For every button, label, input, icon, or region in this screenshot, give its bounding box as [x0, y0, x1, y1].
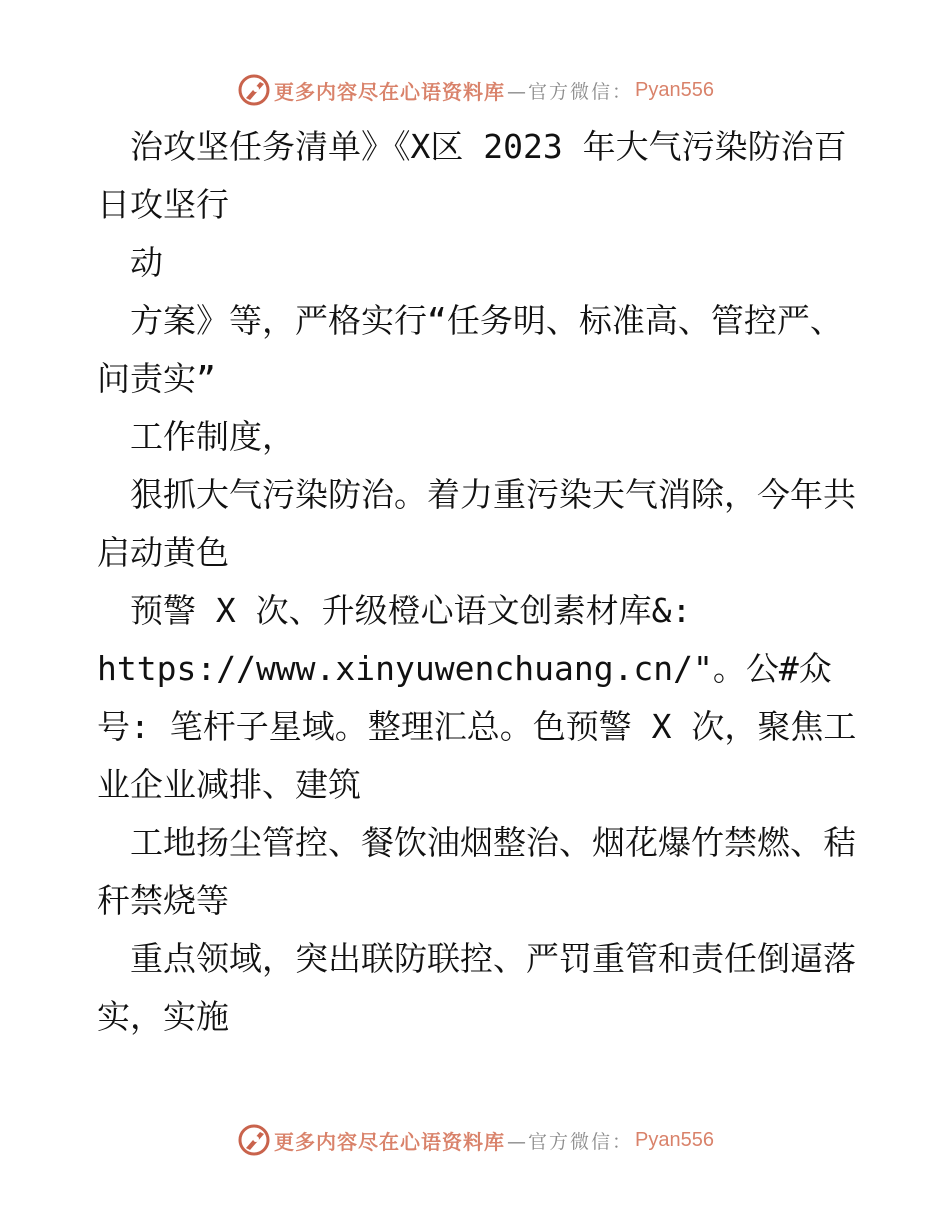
watermark-text: 更多内容尽在心语资料库 — [274, 1129, 505, 1154]
footer-watermark — [0, 1120, 950, 1160]
paragraph: 方案》等，严格实行“任务明、标准高、管控严、问责实” — [97, 301, 843, 398]
watermark-wechat-id: Pyan556 — [635, 1128, 714, 1151]
paragraph: 重点领域，突出联防联控、严罚重管和责任倒逼落实，实施 — [97, 939, 856, 1036]
watermark — [236, 72, 714, 108]
paragraph: 工地扬尘管控、餐饮油烟整治、烟花爆竹禁燃、秸秆禁烧等 — [97, 823, 856, 920]
paragraph: https://www.xinyuwenchuang.cn/"。公#众号: 笔杆子星域。整理汇总。色预警 X 次，聚焦工业企业减排、建筑 — [97, 649, 857, 804]
watermark — [236, 1122, 714, 1158]
paragraph: 治攻坚任务清单》《X区 2023 年大气污染防治百日攻坚行 — [97, 127, 847, 224]
pen-logo-icon — [236, 1122, 272, 1158]
watermark-separator: —官方微信： — [507, 1130, 634, 1153]
pen-logo-icon — [236, 72, 272, 108]
watermark-wechat-id: Pyan556 — [635, 78, 714, 101]
watermark-separator: —官方微信： — [507, 80, 634, 103]
watermark-text: 更多内容尽在心语资料库 — [274, 79, 505, 104]
document-body — [97, 118, 867, 1046]
header-watermark — [0, 70, 950, 110]
paragraph: 狠抓大气污染防治。着力重污染天气消除，今年共启动黄色 — [97, 475, 856, 572]
paragraph: 预警 X 次、升级橙心语文创素材库&: — [97, 591, 692, 630]
paragraph: 动 — [97, 243, 163, 282]
paragraph: 工作制度， — [97, 417, 295, 456]
